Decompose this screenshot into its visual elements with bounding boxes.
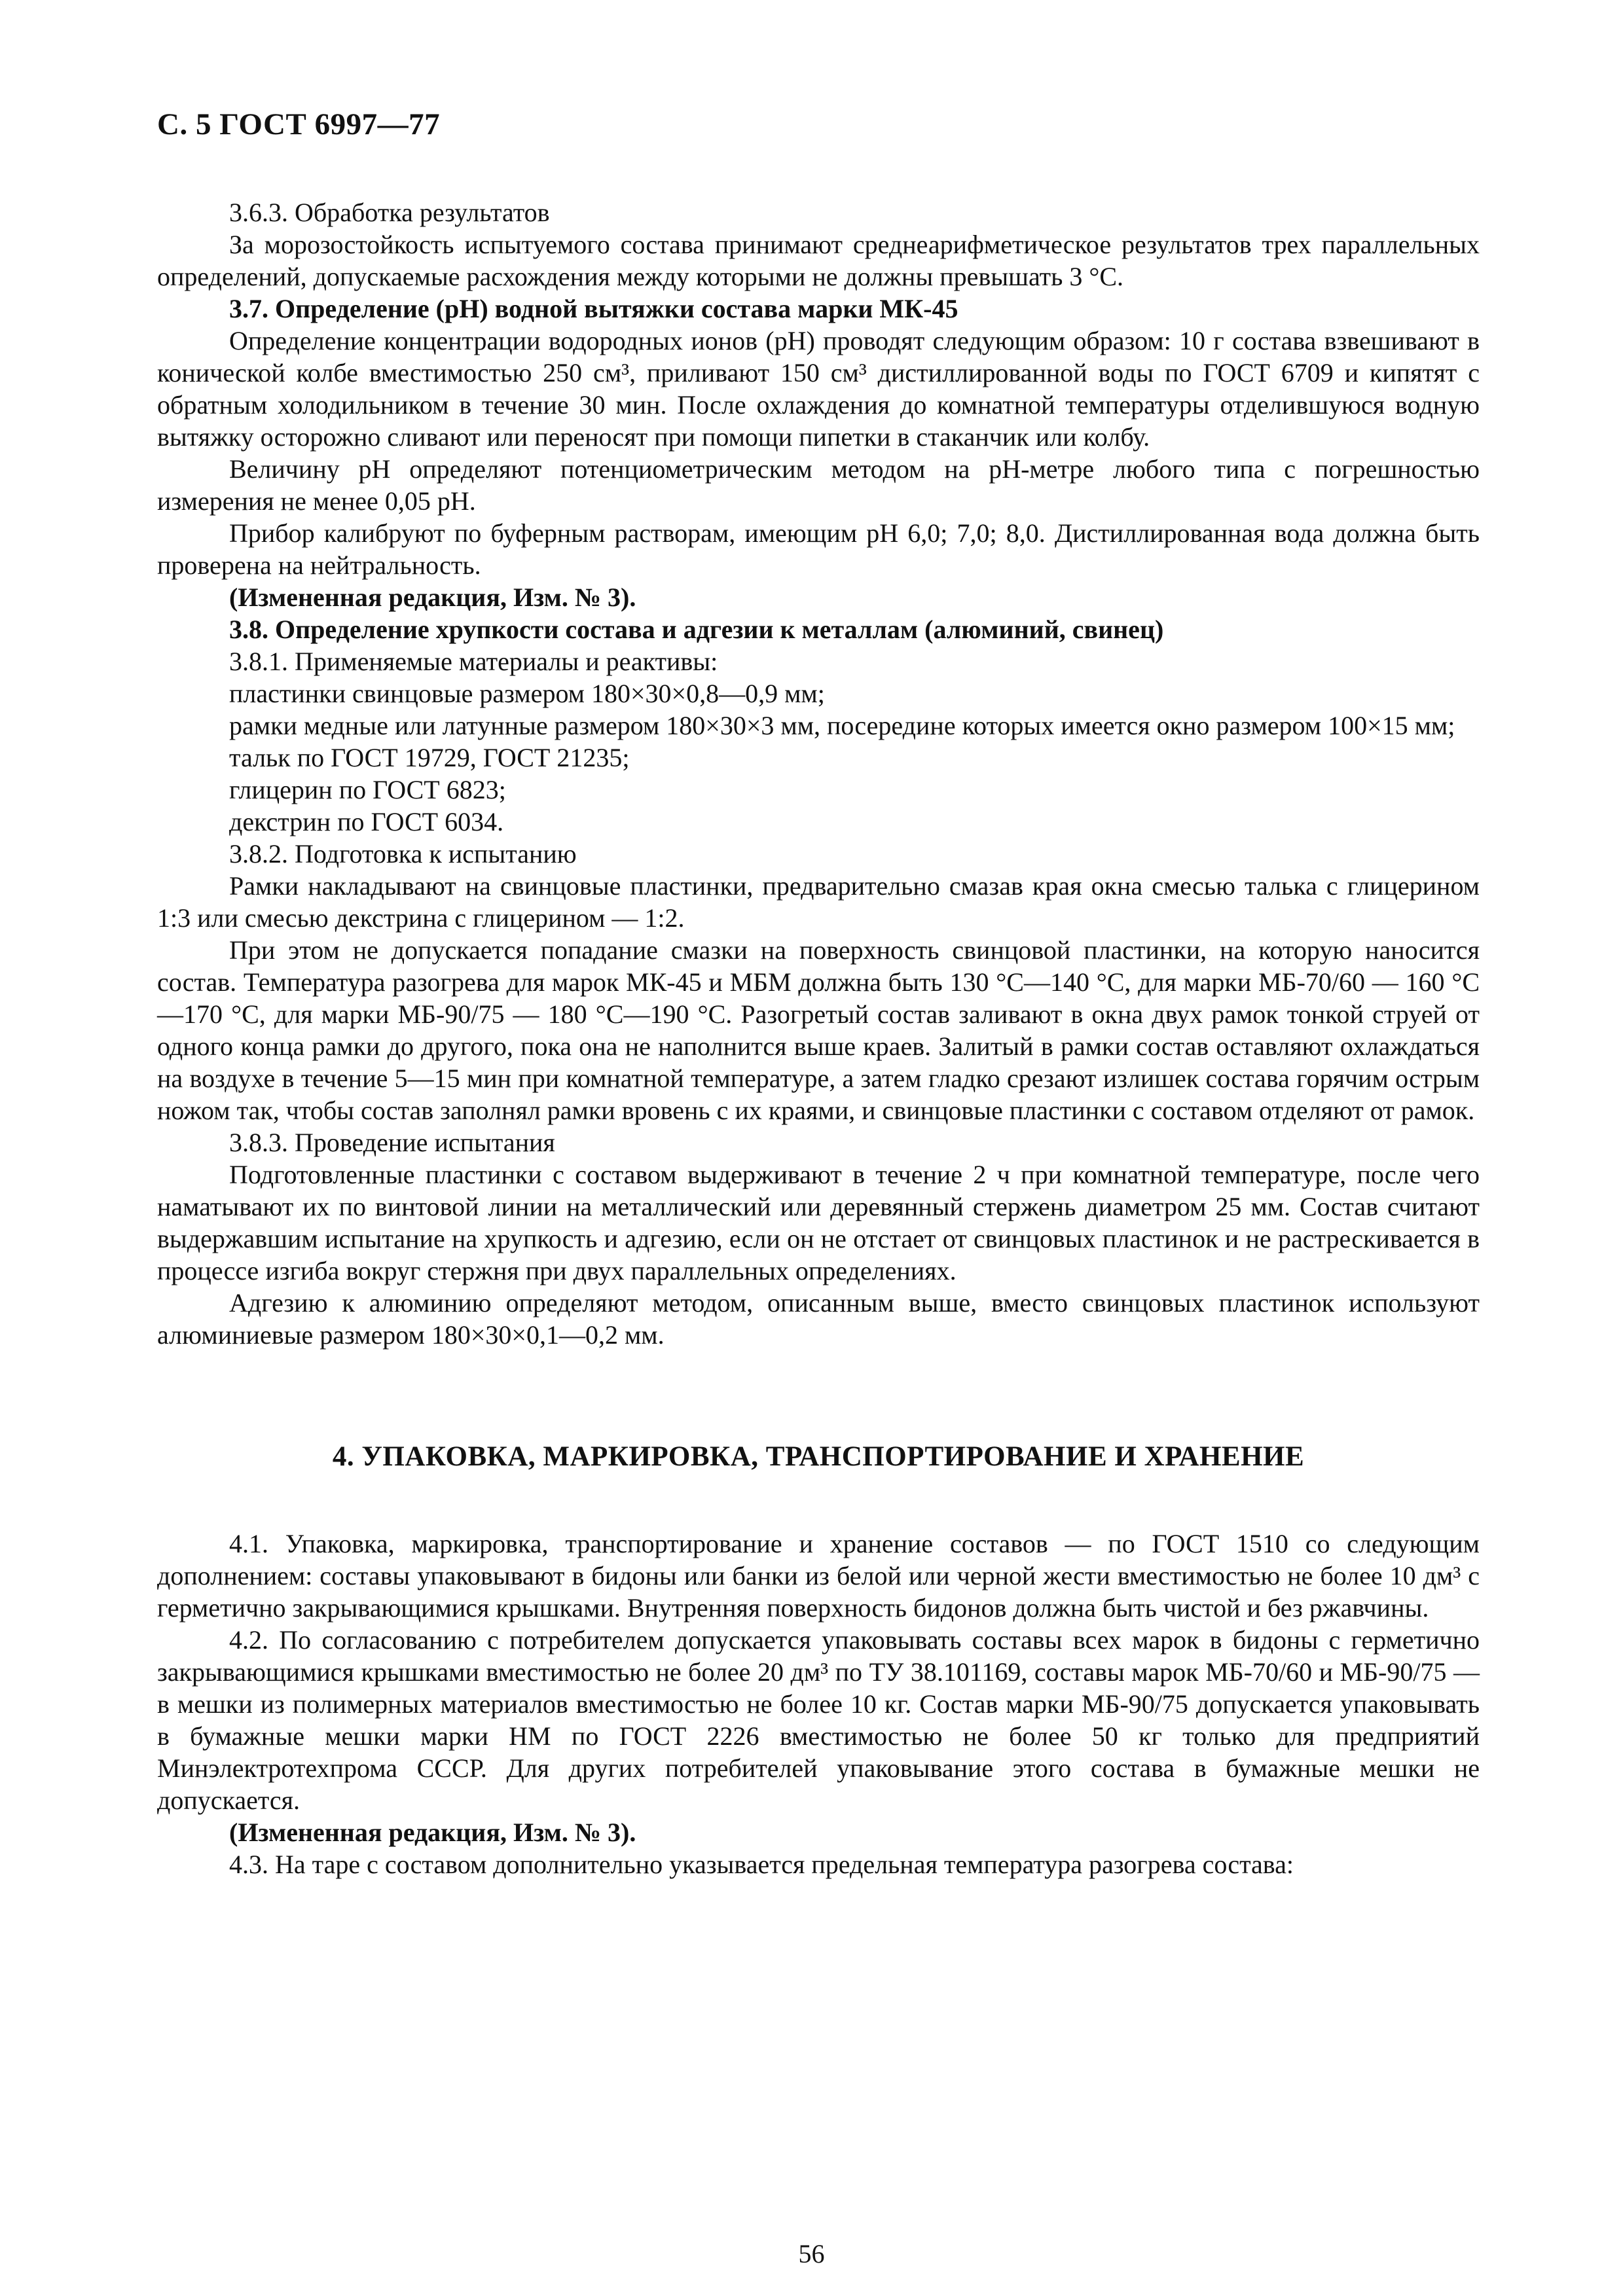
paragraph: Определение концентрации водородных ионов (pH) проводят следующим образом: 10 г состава взвешивают в конической колбе вместимостью 250 см³, приливают 150 см³ дистиллированной воды по ГОСТ 6709 и кипятят с обратным холодильником в течение 30 мин. После охлаждения до комнатной температуры отделившуюся водную вытяжку осторожно сливают или переносят при помощи пипетки в стаканчик или колбу. xyxy=(157,326,1480,452)
page-number: 56 xyxy=(798,2239,825,2269)
page-header: С. 5 ГОСТ 6997—77 xyxy=(157,107,441,141)
bold-heading: 3.8. Определение хрупкости состава и адгезии к металлам (алюминий, свинец) xyxy=(229,615,1164,644)
text-line: 3.8.3. Проведение испытания xyxy=(229,1128,555,1157)
text-line: пластинки свинцовые размером 180×30×0,8—0,9 мм; xyxy=(229,679,825,708)
paragraph: 4.1. Упаковка, маркировка, транспортирование и хранение составов — по ГОСТ 1510 со следующим дополнением: составы упаковывают в бидоны или банки из белой или черной жести вместимостью не более 10 дм³ с герметично закрывающимися крышками. Внутренняя поверхность бидонов должна быть чистой и без ржавчины. xyxy=(157,1529,1480,1623)
bold-heading: (Измененная редакция, Изм. № 3). xyxy=(229,583,636,612)
paragraph: 4.2. По согласованию с потребителем допускается упаковывать составы всех марок в бидоны с герметично закрывающимися крышками вместимостью не более 20 дм³ по ТУ 38.101169, составы марок МБ-70/60 и МБ-90/75 — в мешки из полимерных материалов вместимостью не более 10 кг. Состав марки МБ-90/75 допускается упаковывать в бумажные мешки марки НМ по ГОСТ 2226 вместимостью не более 50 кг только для предприятий Минэлектротехпрома СССР. Для других потребителей упаковывание этого состава в бумажные мешки не допускается. xyxy=(157,1625,1480,1815)
paragraph: Рамки накладывают на свинцовые пластинки, предварительно смазав края окна смесью талька с глицерином 1:3 или смесью декстрина с глицерином — 1:2. xyxy=(157,871,1480,933)
section-4-body xyxy=(157,1528,1480,1880)
bold-heading: (Измененная редакция, Изм. № 3). xyxy=(229,1818,636,1847)
paragraph: рамки медные или латунные размером 180×30×3 мм, посередине которых имеется окно размером 100×15 мм; xyxy=(229,711,1455,740)
paragraph: За морозостойкость испытуемого состава принимают среднеарифметическое результатов трех параллельных определений, допускаемые расхождения между которыми не должны превышать 3 °С. xyxy=(157,230,1480,291)
section-4-title: 4. УПАКОВКА, МАРКИРОВКА, ТРАНСПОРТИРОВАНИЕ И ХРАНЕНИЕ xyxy=(332,1441,1305,1472)
text-line: 3.8.1. Применяемые материалы и реактивы: xyxy=(229,647,718,676)
document-page xyxy=(157,105,1480,2238)
bold-heading: 3.7. Определение (pH) водной вытяжки состава марки МК-45 xyxy=(229,294,958,323)
text-line: 3.6.3. Обработка результатов xyxy=(229,198,550,227)
paragraph: При этом не допускается попадание смазки на поверхность свинцовой пластинки, на которую наносится состав. Температура разогрева для марок МК-45 и МБМ должна быть 130 °С—140 °С, для марки МБ-70/60 — 160 °С—170 °С, для марки МБ-90/75 — 180 °С—190 °С. Разогретый состав заливают в окна двух рамок тонкой струей от одного конца рамки до другого, пока она не наполнится выше краев. Залитый в рамки состав оставляют охлаждаться на воздухе в течение 5—15 мин при комнатной температуре, а затем гладко срезают излишек состава горячим острым ножом так, чтобы состав заполнял рамки вровень с их краями, и свинцовые пластинки с составом отделяют от рамок. xyxy=(157,935,1480,1125)
text-line: 3.8.2. Подготовка к испытанию xyxy=(229,839,577,869)
paragraph: Прибор калибруют по буферным растворам, имеющим pH 6,0; 7,0; 8,0. Дистиллированная вода должна быть проверена на нейтральность. xyxy=(157,518,1480,580)
paragraph: Величину pH определяют потенциометрическим методом на pH-метре любого типа с погрешностью измерения не менее 0,05 pH. xyxy=(157,454,1480,516)
paragraph: Адгезию к алюминию определяют методом, описанным выше, вместо свинцовых пластинок используют алюминиевые размером 180×30×0,1—0,2 мм. xyxy=(157,1288,1480,1350)
paragraph: Подготовленные пластинки с составом выдерживают в течение 2 ч при комнатной температуре, после чего наматывают их по винтовой линии на металлический или деревянный стержень диаметром 25 мм. Состав считают выдержавшим испытание на хрупкость и адгезию, если он не отстает от свинцовых пластинок и не растрескивается в процессе изгиба вокруг стержня при двух параллельных определениях. xyxy=(157,1160,1480,1285)
text-line: глицерин по ГОСТ 6823; xyxy=(229,775,506,804)
section-3-body xyxy=(157,196,1480,1351)
text-line: декстрин по ГОСТ 6034. xyxy=(229,807,504,836)
paragraph: 4.3. На таре с составом дополнительно указывается предельная температура разогрева состава: xyxy=(229,1850,1294,1879)
text-line: тальк по ГОСТ 19729, ГОСТ 21235; xyxy=(229,743,630,772)
